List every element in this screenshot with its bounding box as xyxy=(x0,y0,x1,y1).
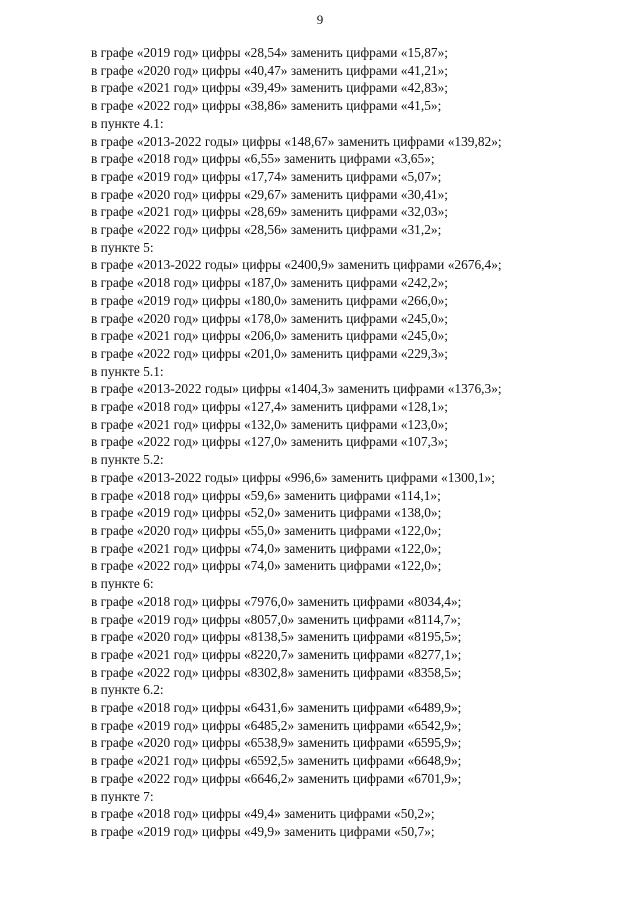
text-line: в графе «2018 год» цифры «7976,0» заменить цифрами «8034,4»; xyxy=(91,593,462,609)
text-line: в графе «2013-2022 годы» цифры «1404,3» заменить цифрами «1376,3»; xyxy=(91,381,502,397)
text-line: в графе «2013-2022 годы» цифры «2400,9» заменить цифрами «2676,4»; xyxy=(91,257,502,273)
section-heading: в пункте 5: xyxy=(91,239,154,255)
text-line: в графе «2022 год» цифры «74,0» заменить цифрами «122,0»; xyxy=(91,558,442,574)
text-line: в графе «2020 год» цифры «8138,5» заменить цифрами «8195,5»; xyxy=(91,629,462,645)
text-line: в графе «2018 год» цифры «49,4» заменить цифрами «50,2»; xyxy=(91,806,435,822)
text-line: в графе «2020 год» цифры «29,67» заменить цифрами «30,41»; xyxy=(91,186,448,202)
text-line: в графе «2022 год» цифры «127,0» заменить цифрами «107,3»; xyxy=(91,434,448,450)
text-line: в графе «2021 год» цифры «6592,5» заменить цифрами «6648,9»; xyxy=(91,753,462,769)
section-heading: в пункте 6.2: xyxy=(91,682,164,698)
text-line: в графе «2022 год» цифры «28,56» заменить цифрами «31,2»; xyxy=(91,222,442,238)
text-line: в графе «2019 год» цифры «49,9» заменить цифрами «50,7»; xyxy=(91,823,435,839)
text-line: в графе «2021 год» цифры «28,69» заменить цифрами «32,03»; xyxy=(91,204,448,220)
text-line: в графе «2019 год» цифры «6485,2» заменить цифрами «6542,9»; xyxy=(91,717,462,733)
text-line: в графе «2020 год» цифры «55,0» заменить цифрами «122,0»; xyxy=(91,522,442,538)
text-line: в графе «2021 год» цифры «132,0» заменить цифрами «123,0»; xyxy=(91,416,448,432)
text-line: в графе «2018 год» цифры «127,4» заменить цифрами «128,1»; xyxy=(91,399,448,415)
text-line: в графе «2018 год» цифры «187,0» заменить цифрами «242,2»; xyxy=(91,275,448,291)
text-line: в графе «2019 год» цифры «28,54» заменить цифрами «15,87»; xyxy=(91,45,448,60)
text-line: в графе «2021 год» цифры «74,0» заменить цифрами «122,0»; xyxy=(91,540,442,556)
text-line: в графе «2020 год» цифры «178,0» заменить цифрами «245,0»; xyxy=(91,310,448,326)
text-line: в графе «2013-2022 годы» цифры «148,67» заменить цифрами «139,82»; xyxy=(91,133,502,149)
text-line: в графе «2018 год» цифры «59,6» заменить цифрами «114,1»; xyxy=(91,487,441,503)
section-heading: в пункте 4.1: xyxy=(91,115,164,131)
text-line: в графе «2019 год» цифры «8057,0» заменить цифрами «8114,7»; xyxy=(91,611,461,627)
text-line: в графе «2020 год» цифры «40,47» заменить цифрами «41,21»; xyxy=(91,62,448,78)
page-number: 9 xyxy=(316,12,324,27)
text-line: в графе «2020 год» цифры «6538,9» заменить цифрами «6595,9»; xyxy=(91,735,462,751)
text-line: в графе «2019 год» цифры «17,74» заменить цифрами «5,07»; xyxy=(91,168,442,184)
text-line: в графе «2019 год» цифры «180,0» заменить цифрами «266,0»; xyxy=(91,292,448,308)
section-heading: в пункте 6: xyxy=(91,576,154,592)
document-body xyxy=(91,44,611,841)
text-line: в графе «2018 год» цифры «6,55» заменить цифрами «3,65»; xyxy=(91,151,435,167)
text-line: в графе «2021 год» цифры «39,49» заменить цифрами «42,83»; xyxy=(91,80,448,96)
text-line: в графе «2013-2022 годы» цифры «996,6» заменить цифрами «1300,1»; xyxy=(91,469,495,485)
section-heading: в пункте 5.1: xyxy=(91,363,164,379)
text-line: в графе «2019 год» цифры «52,0» заменить цифрами «138,0»; xyxy=(91,505,442,521)
text-line: в графе «2022 год» цифры «6646,2» заменить цифрами «6701,9»; xyxy=(91,770,462,786)
text-line: в графе «2021 год» цифры «206,0» заменить цифрами «245,0»; xyxy=(91,328,448,344)
text-line: в графе «2022 год» цифры «201,0» заменить цифрами «229,3»; xyxy=(91,345,448,361)
text-line: в графе «2022 год» цифры «8302,8» заменить цифрами «8358,5»; xyxy=(91,664,462,680)
text-line: в графе «2018 год» цифры «6431,6» заменить цифрами «6489,9»; xyxy=(91,700,462,716)
text-line: в графе «2021 год» цифры «8220,7» заменить цифрами «8277,1»; xyxy=(91,646,462,662)
section-heading: в пункте 7: xyxy=(91,788,154,804)
text-line: в графе «2022 год» цифры «38,86» заменить цифрами «41,5»; xyxy=(91,98,442,114)
section-heading: в пункте 5.2: xyxy=(91,452,164,468)
